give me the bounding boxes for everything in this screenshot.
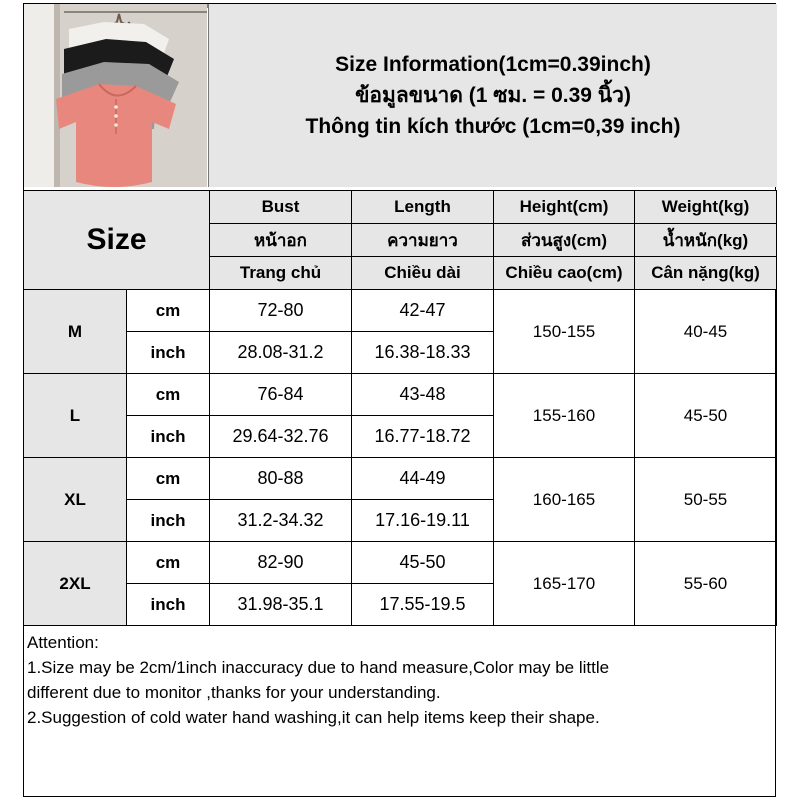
length-inch-cell: 17.55-19.5: [352, 584, 494, 626]
length-cm-cell: 42-47: [352, 290, 494, 332]
table-row: [24, 542, 777, 584]
size-cell: XL: [24, 458, 127, 542]
bust-inch-cell: 28.08-31.2: [210, 332, 352, 374]
length-inch-cell: 17.16-19.11: [352, 500, 494, 542]
col-header-bust-en: Bust: [210, 191, 352, 224]
unit-cell: cm: [127, 290, 210, 332]
size-cell: M: [24, 290, 127, 374]
col-header-length-vi: Chiều dài: [352, 257, 494, 290]
table-row: [24, 290, 777, 332]
bust-cm-cell: 72-80: [210, 290, 352, 332]
col-header-weight-th: น้ำหนัก(kg): [635, 224, 777, 257]
length-cm-cell: 43-48: [352, 374, 494, 416]
unit-cell: inch: [127, 584, 210, 626]
weight-cell: 40-45: [635, 290, 777, 374]
col-header-height-th: ส่วนสูง(cm): [494, 224, 635, 257]
tshirts-on-hangers-image: [24, 4, 207, 187]
note-line: different due to monitor ,thanks for your understanding.: [27, 683, 441, 702]
height-cell: 160-165: [494, 458, 635, 542]
weight-cell: 45-50: [635, 374, 777, 458]
bust-inch-cell: 31.2-34.32: [210, 500, 352, 542]
length-cm-cell: 45-50: [352, 542, 494, 584]
col-header-height-vi: Chiều cao(cm): [494, 257, 635, 290]
table-row: [24, 458, 777, 500]
col-header-weight-vi: Cân nặng(kg): [635, 257, 777, 290]
weight-cell: 50-55: [635, 458, 777, 542]
unit-cell: inch: [127, 332, 210, 374]
size-info-header: [208, 4, 777, 187]
bust-cm-cell: 76-84: [210, 374, 352, 416]
header-title-th: ข้อมูลขนาด (1 ซม. = 0.39 นิ้ว): [355, 84, 631, 107]
size-table: [23, 190, 777, 626]
bust-cm-cell: 80-88: [210, 458, 352, 500]
unit-cell: inch: [127, 500, 210, 542]
col-header-length-en: Length: [352, 191, 494, 224]
weight-cell: 55-60: [635, 542, 777, 626]
unit-cell: cm: [127, 458, 210, 500]
unit-cell: cm: [127, 542, 210, 584]
col-header-bust-th: หน้าอก: [210, 224, 352, 257]
length-inch-cell: 16.38-18.33: [352, 332, 494, 374]
header-title-vi: Thông tin kích thước (1cm=0,39 inch): [305, 115, 681, 138]
height-cell: 150-155: [494, 290, 635, 374]
col-header-length-th: ความยาว: [352, 224, 494, 257]
notes-title: Attention:: [27, 633, 99, 652]
bust-inch-cell: 31.98-35.1: [210, 584, 352, 626]
length-inch-cell: 16.77-18.72: [352, 416, 494, 458]
bust-inch-cell: 29.64-32.76: [210, 416, 352, 458]
table-row: [24, 374, 777, 416]
unit-cell: inch: [127, 416, 210, 458]
col-header-bust-vi: Trang chủ: [210, 257, 352, 290]
col-header-height-en: Height(cm): [494, 191, 635, 224]
size-cell: 2XL: [24, 542, 127, 626]
height-cell: 155-160: [494, 374, 635, 458]
bust-cm-cell: 82-90: [210, 542, 352, 584]
header-title-en: Size Information(1cm=0.39inch): [335, 53, 651, 76]
height-cell: 165-170: [494, 542, 635, 626]
length-cm-cell: 44-49: [352, 458, 494, 500]
size-header: Size: [24, 191, 210, 290]
attention-notes: [27, 630, 772, 730]
note-line: 1.Size may be 2cm/1inch inaccuracy due to hand measure,Color may be little: [27, 658, 610, 677]
col-header-weight-en: Weight(kg): [635, 191, 777, 224]
size-cell: L: [24, 374, 127, 458]
note-line: 2.Suggestion of cold water hand washing,it can help items keep their shape.: [27, 708, 600, 727]
unit-cell: cm: [127, 374, 210, 416]
product-photo: [24, 4, 207, 187]
